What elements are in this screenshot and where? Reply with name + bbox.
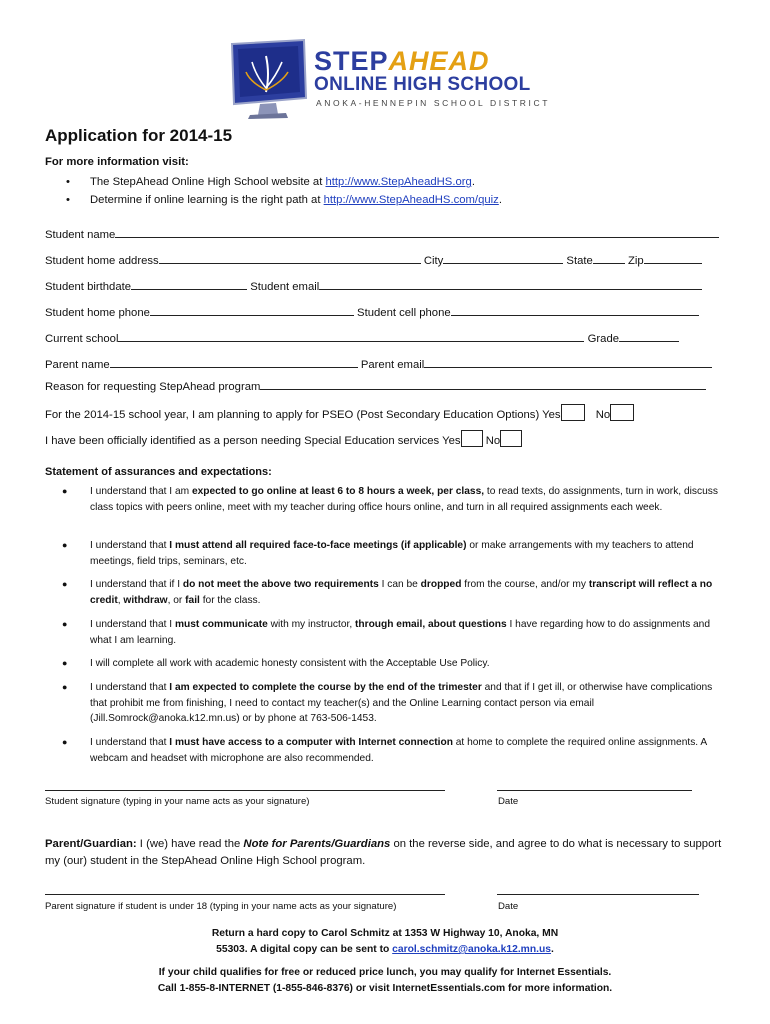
parent-email-label: Parent email (360, 359, 425, 371)
grade-label: Grade (587, 333, 620, 345)
assurance-text: I can be (378, 579, 421, 590)
pseo-question: For the 2014-15 school year, I am planning to apply for PSEO (Post Secondary Education Options) Yes (45, 409, 561, 421)
logo-subtitle: ONLINE HIGH SCHOOL (314, 74, 531, 95)
sped-no-label: No (485, 435, 501, 447)
assurance-bold: fail (185, 594, 200, 606)
assurance-text: , or (167, 594, 186, 606)
parent-name-label: Parent name (45, 359, 110, 371)
assurance-text: I understand that (90, 682, 170, 693)
computer-monitor-icon (226, 38, 310, 120)
assurance-item: ● I understand that if I do not meet the above two requirements I can be dropped from the course, and/or my transcript will reflect a no credit, withdraw, or fail for the class. (62, 579, 713, 606)
internet-line-2: Call 1-855-8-INTERNET (1-855-846-8376) or visit InternetEssentials.com for more information. (157, 983, 613, 994)
pseo-no-label: No (595, 409, 611, 421)
birthdate-row (45, 278, 702, 293)
reason-field[interactable] (260, 378, 706, 390)
assurance-bold: withdraw (123, 594, 168, 606)
parent-note-ref: Note for Parents/Guardians (243, 838, 391, 850)
assurances-heading: Statement of assurances and expectations: (45, 466, 272, 478)
carol-email-link[interactable]: carol.schmitz@anoka.k12.mn.us (392, 944, 552, 955)
info-suffix: . (471, 176, 475, 188)
sped-no-checkbox[interactable] (500, 430, 522, 447)
assurance-text: I understand that (90, 540, 170, 551)
student-date-label: Date (498, 796, 519, 807)
logo-district: ANOKA-HENNEPIN SCHOOL DISTRICT (316, 98, 551, 108)
assurance-item: ● I understand that I must attend all required face-to-face meetings (if applicable) or make arrangements with my teachers to attend meetings, field trips, seminars, etc. (62, 540, 694, 567)
assurance-text: with my instructor, (267, 619, 355, 630)
home-address-label: Student home address (45, 255, 159, 267)
student-name-row (45, 226, 719, 241)
internet-line-1: If your child qualifies for free or reduced price lunch, you may qualify for Internet Essentials. (158, 967, 612, 978)
pseo-yes-checkbox[interactable] (561, 404, 585, 421)
grade-field[interactable] (619, 330, 679, 342)
assurance-text: from the course, and/or my (461, 579, 589, 590)
pseo-row (45, 404, 634, 421)
page-title: Application for 2014-15 (45, 126, 233, 145)
parent-guardian-lead: Parent/Guardian: (45, 838, 137, 850)
parent-email-field[interactable] (424, 356, 712, 368)
sped-row (45, 430, 522, 447)
info-suffix: . (498, 194, 502, 206)
parent-text: on the reverse side, and agree to do what is necessary to support my (our) student in the StepAhead Online High School program. (45, 838, 722, 867)
parent-name-field[interactable] (110, 356, 358, 368)
assurance-text: I have regarding how to do assignments and what I am learning. (90, 619, 710, 646)
assurance-bold: I must have access to a computer with Internet connection (169, 737, 453, 748)
home-phone-label: Student home phone (45, 307, 150, 319)
assurance-bold: through email, about questions (354, 619, 507, 630)
assurance-text: I will complete all work with academic honesty consistent with the Acceptable Use Policy. (90, 658, 490, 669)
reason-row (45, 378, 706, 393)
home-address-field[interactable] (159, 252, 421, 264)
assurance-bold: I must attend all required face-to-face meetings (if applicable) (169, 540, 467, 551)
reason-label: Reason for requesting StepAhead program (45, 381, 261, 393)
cell-phone-label: Student cell phone (357, 307, 451, 319)
student-name-label: Student name (45, 229, 116, 241)
return-suffix: . (551, 944, 554, 955)
assurance-text: I understand that if I (90, 579, 183, 590)
address-row (45, 252, 702, 267)
sped-yes-checkbox[interactable] (461, 430, 483, 447)
assurance-text: or make arrangements with my teachers to attend meetings, field trips, seminars, etc. (90, 540, 694, 567)
assurance-item: ● I understand that I must have access to a computer with Internet connection at home to complete the required online assignments. A webcam and headset with microphone are also recommended. (62, 737, 707, 764)
assurance-bold: must communicate (174, 619, 268, 630)
return-line-1: Return a hard copy to Carol Schmitz at 1353 W Highway 10, Anoka, MN (211, 928, 559, 939)
return-instructions (0, 926, 770, 958)
parent-date-label: Date (498, 901, 519, 912)
assurance-bold: dropped (420, 579, 462, 590)
assurance-item: ● I understand that I am expected to go online at least 6 to 8 hours a week, per class, to read texts, do assignments, turn in work, discuss class topics with peers online, meet with my teacher during office hours online, and turn in all required assignments each week. (62, 486, 718, 513)
assurance-text: I understand that I (90, 619, 175, 630)
internet-essentials-note (0, 965, 770, 997)
assurance-text: for the class. (199, 594, 261, 606)
school-row (45, 330, 679, 345)
student-signature-field[interactable] (45, 790, 445, 791)
parent-row (45, 356, 712, 371)
info-heading: For more information visit: (45, 156, 189, 168)
current-school-label: Current school (45, 333, 119, 345)
assurance-text: and that if I get ill, or otherwise have complications that prohibit me from finishing, I need to contact my teacher(s) and the Online Learning contact person via email (Jill.Somrock@anoka.k12.mn.us) or by phone at 763-506-1453. (90, 682, 713, 724)
assurance-text: I understand that (90, 737, 170, 748)
parent-signature-label: Parent signature if student is under 18 (typing in your name acts as your signature) (45, 901, 397, 912)
assurance-item: ● I will complete all work with academic honesty consistent with the Acceptable Use Policy. (62, 658, 490, 669)
assurance-bold: do not meet the above two requirements (182, 579, 379, 590)
school-logo (226, 38, 551, 120)
phone-row (45, 304, 699, 319)
pseo-no-checkbox[interactable] (610, 404, 634, 421)
assurance-bold: expected to go online at least 6 to 8 hours a week, per class, (191, 486, 485, 497)
student-signature-label: Student signature (typing in your name acts as your signature) (45, 796, 310, 807)
current-school-field[interactable] (118, 330, 584, 342)
home-phone-field[interactable] (150, 304, 354, 316)
info-text: Determine if online learning is the right path at (90, 194, 324, 206)
logo-title (314, 46, 490, 77)
assurance-text: I understand that I am (90, 486, 192, 497)
logo-title-step: STEP (314, 46, 389, 76)
assurance-item: ● I understand that I must communicate with my instructor, through email, about questions I have regarding how to do assignments and what I am learning. (62, 619, 710, 646)
email-field[interactable] (319, 278, 702, 290)
assurance-text: at home to complete the required online assignments. A webcam and headset with microphone are also recommended. (90, 737, 707, 764)
parent-statement (45, 836, 735, 870)
return-line-2 (0, 942, 770, 958)
parent-signature-field[interactable] (45, 894, 445, 895)
city-label: City (423, 255, 444, 267)
birthdate-label: Student birthdate (45, 281, 132, 293)
state-label: State (566, 255, 593, 267)
zip-field[interactable] (644, 252, 702, 264)
assurance-bold: transcript will reflect a no credit (90, 579, 713, 606)
city-field[interactable] (443, 252, 563, 264)
email-label: Student email (250, 281, 320, 293)
quiz-link[interactable]: http://www.StepAheadHS.com/quiz (323, 194, 499, 206)
info-text: The StepAhead Online High School website at (90, 176, 326, 188)
parent-date-field[interactable] (497, 894, 699, 895)
return-text: 55303. A digital copy can be sent to (216, 944, 393, 955)
assurance-item: ● I understand that I am expected to complete the course by the end of the trimester and that if I get ill, or otherwise have complications that prohibit me from finishing, I need to contact my teacher(s) and the Online Learning contact person via email (Jill.Somrock@anoka.k12.mn.us) or by phone at 763-506-1453. (62, 682, 713, 724)
assurance-bold: I am expected to complete the course by the end of the trimester (169, 682, 482, 693)
student-date-field[interactable] (497, 790, 692, 791)
assurance-text: to read texts, do assignments, turn in work, discuss class topics with peers online, meet with my teacher during office hours online, and turn in all required assignments each week. (90, 486, 718, 513)
sped-question: I have been officially identified as a person needing Special Education services Yes (45, 435, 461, 447)
assurance-text: , (117, 594, 124, 606)
logo-title-ahead: AHEAD (388, 46, 490, 76)
cell-phone-field[interactable] (451, 304, 699, 316)
zip-label: Zip (627, 255, 644, 267)
birthdate-field[interactable] (131, 278, 247, 290)
student-name-field[interactable] (115, 226, 719, 238)
parent-text: I (we) have read the (136, 838, 244, 850)
state-field[interactable] (593, 252, 625, 264)
website-link[interactable]: http://www.StepAheadHS.org (325, 176, 472, 188)
